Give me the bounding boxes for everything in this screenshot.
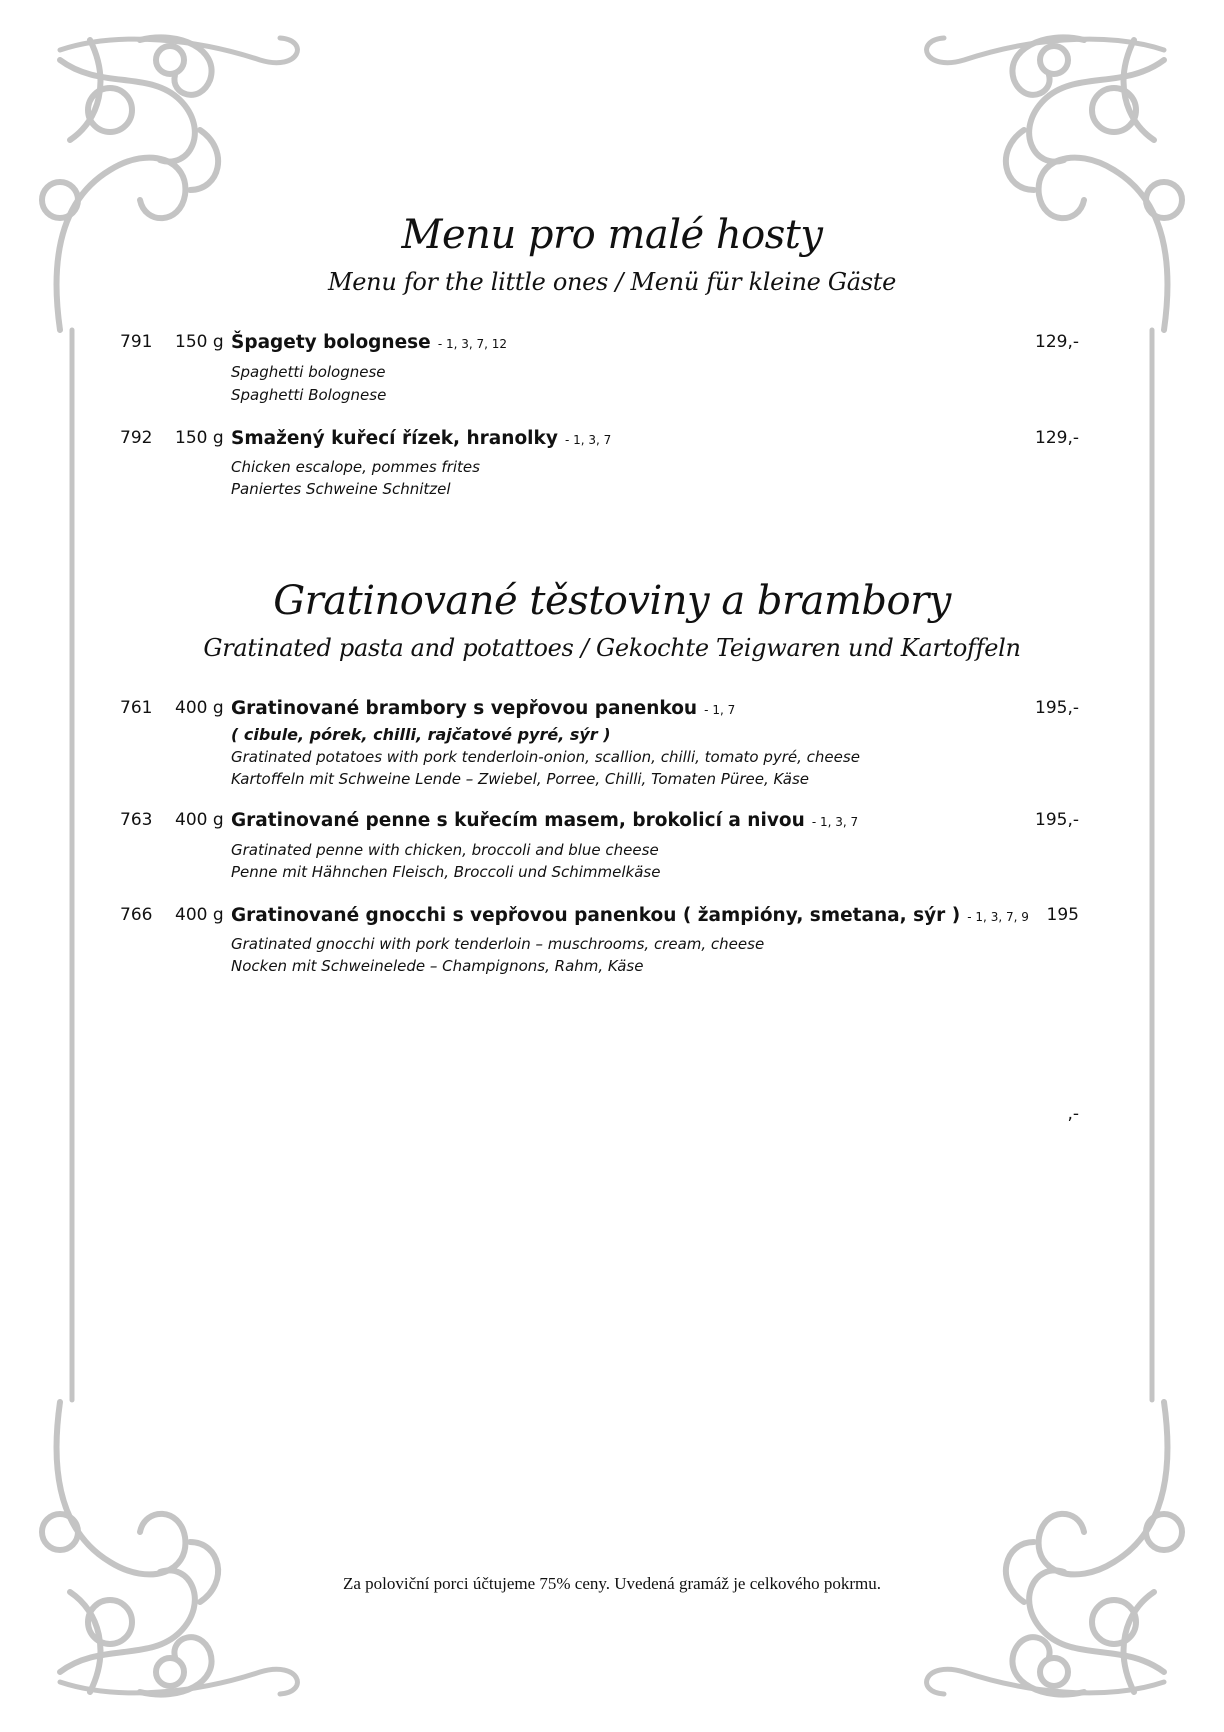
item-description-de: Penne mit Hähnchen Fleisch, Broccoli und Schimmelkäse (231, 863, 661, 881)
item-allergens: - 1, 7 (704, 703, 736, 717)
item-ingredients: ( cibule, pórek, chilli, rajčatové pyré, sýr ) (231, 725, 611, 744)
stray-price-mark: ,- (1067, 1104, 1079, 1124)
item-name: Gratinované gnocchi s vepřovou panenkou ( žampióny, smetana, sýr ) (231, 905, 961, 926)
item-name: Smažený kuřecí řízek, hranolky (231, 428, 558, 449)
item-description-en: Gratinated penne with chicken, broccoli and blue cheese (231, 841, 659, 859)
item-weight: 150 g (175, 428, 224, 448)
item-number: 792 (120, 428, 153, 448)
section-subtitle: Menu for the little ones / Menü für kleine Gäste (328, 268, 896, 296)
item-number: 766 (120, 905, 153, 925)
item-price: 129,- (1035, 428, 1079, 448)
item-allergens: - 1, 3, 7 (811, 815, 859, 829)
item-price: 195 (1046, 905, 1079, 925)
item-description-de: Spaghetti Bolognese (231, 386, 387, 404)
item-description-en: Gratinated gnocchi with pork tenderloin – muschrooms, cream, cheese (231, 935, 765, 953)
item-name: Špagety bolognese (231, 332, 431, 353)
item-description-en: Gratinated potatoes with pork tenderloin-onion, scallion, chilli, tomato pyré, cheese (231, 748, 860, 766)
item-weight: 150 g (175, 332, 224, 352)
item-description-en: Spaghetti bolognese (231, 363, 386, 381)
item-name: Gratinované penne s kuřecím masem, brokolicí a nivou (231, 810, 805, 831)
item-number: 763 (120, 810, 153, 830)
item-weight: 400 g (175, 698, 224, 718)
section-title: Menu pro malé hosty (401, 212, 823, 258)
footer-note: Za poloviční porci účtujeme 75% ceny. Uvedená gramáž je celkového pokrmu. (343, 1574, 881, 1593)
item-weight: 400 g (175, 905, 224, 925)
item-number: 761 (120, 698, 153, 718)
item-allergens: - 1, 3, 7 (564, 433, 612, 447)
section-subtitle: Gratinated pasta and potattoes / Gekochte Teigwaren und Kartoffeln (203, 634, 1021, 662)
item-allergens: - 1, 3, 7, 9 (967, 910, 1029, 924)
item-price: 195,- (1035, 698, 1079, 718)
item-description-de: Paniertes Schweine Schnitzel (231, 480, 451, 498)
item-weight: 400 g (175, 810, 224, 830)
item-price: 195,- (1035, 810, 1079, 830)
item-price: 129,- (1035, 332, 1079, 352)
item-number: 791 (120, 332, 153, 352)
section-title: Gratinované těstoviny a brambory (273, 578, 951, 624)
item-allergens: - 1, 3, 7, 12 (437, 337, 508, 351)
item-description-de: Kartoffeln mit Schweine Lende – Zwiebel, Porree, Chilli, Tomaten Püree, Käse (231, 770, 810, 788)
item-description-en: Chicken escalope, pommes frites (231, 458, 480, 476)
item-name: Gratinované brambory s vepřovou panenkou (231, 698, 698, 719)
item-description-de: Nocken mit Schweinelede – Champignons, Rahm, Käse (231, 957, 644, 975)
